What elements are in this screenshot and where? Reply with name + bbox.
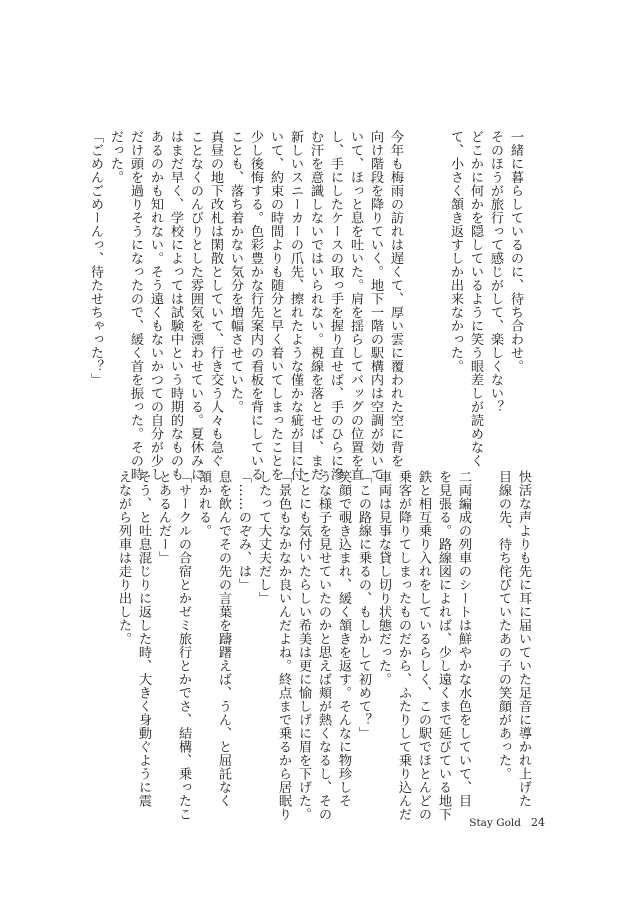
text-line: したって大丈夫だし」 [256,470,271,605]
text-line: はまだ早く、学校によっては試験中という時期的なものも [168,130,183,481]
page-footer [469,816,545,829]
text-line: 息を飲んでその先の言葉を躊躇えば、うん、と屈託なく [216,470,231,808]
text-line: 真昼の地下改札は閑散としていて、行き交う人々も急ぐ [208,130,223,468]
text-line: いて、約束の時間よりも随分と早く着いてしまったことを [268,130,283,481]
text-line: 今年も梅雨の訪れは遅くて、厚い雲に覆われた空に背を [388,130,403,468]
text-line: とあるんだー」 [156,470,171,565]
text-line: うな様子を見せていたのかと思えば頬が熱くなるし、その [316,470,331,821]
text-line: ことなくのんびりとした雰囲気を漂わせている。夏休みに [188,130,203,481]
text-line: 笑顔で覗き込まれ、緩く頷きを返す。そんなに物珍しそ [336,470,351,808]
text-line [425,130,445,460]
text-line: て、小さく頷き返すしか出来なかった。 [448,130,463,373]
text-line: 頷かれる。 [196,470,211,538]
text-line: そのほうが旅行って感じがして、楽しくない？ [488,130,503,414]
text-line: 「……のぞみ、は」 [236,470,251,592]
text-line: ことも、落ち着かない気分を増幅させていた。 [228,130,243,414]
text-line: 「ごめんごめーんっ、待たせちゃった？」 [88,130,103,387]
text-line: 少し後悔する。色彩豊かな行先案内の看板を背にしている [248,130,263,481]
bottom-text-column [113,470,533,821]
text-line: いて、ほっと息を吐いた。肩を揺らしてバッグの位置を直 [348,130,363,481]
top-text-column [85,130,525,481]
text-line: 一緒に暮らしているのに、待ち合わせ。 [508,130,523,373]
text-line: どこかに何かを隠しているように笑う眼差しが読めなく [468,130,483,468]
text-line: 車両は見事な貸し切り状態だった。 [376,470,391,686]
text-line: 「景色もなかなか良いんだよね。終点まで乗るから居眠り [276,470,291,821]
text-line [405,130,425,460]
text-line: む汗を意識しないではいられない。視線を落とせば、まだ [308,130,323,481]
text-line: 二両編成の列車のシートは鮮やかな水色をしていて、目 [456,470,471,808]
page-number: 24 [531,816,545,829]
text-line: そう、と吐息混じりに返した時、大きく身動ぐように震 [136,470,151,808]
text-line: えながら列車は走り出した。 [116,470,131,646]
text-line: 乗客が降りてしまったものだから、ふたりして乗り込んだ [396,470,411,821]
text-line: 新しいスニーカーの爪先、擦れたような僅かな疵が目に付 [288,130,303,481]
text-line: 向け階段を降りていく。地下一階の駅構内は空調が効いて [368,130,383,481]
text-line: し、手にしたケースの取っ手を握り直せば、手のひらに滲 [328,130,343,481]
book-title: Stay Gold [469,817,521,829]
text-line [473,470,493,800]
text-line: 快活な声よりも先に耳に届いていた足音に導かれ上げた [516,470,531,808]
text-line: 鉄と相互乗り入れをしているらしく、この駅でほとんどの [416,470,431,821]
text-line: ことにも気付いたらしい希美は更に愉しげに眉を下げた。 [296,470,311,821]
text-line: だった。 [108,130,123,184]
text-line: 「サークルの合宿とかゼミ旅行とかでさ、結構、乗ったこ [176,470,191,821]
text-line: 目線の先、待ち侘びていたあの子の笑顔があった。 [496,470,511,781]
text-line: あるのかも知れない。そう遠くもないかつての自分が少し [148,130,163,481]
text-line: だけ頭を過りそうになったので、緩く首を振った。その時 [128,130,143,481]
text-line: を見張る。路線図によれば、少し遠くまで延びている地下 [436,470,451,821]
text-line: 「この路線に乗るの、もしかして初めて？」 [356,470,371,740]
